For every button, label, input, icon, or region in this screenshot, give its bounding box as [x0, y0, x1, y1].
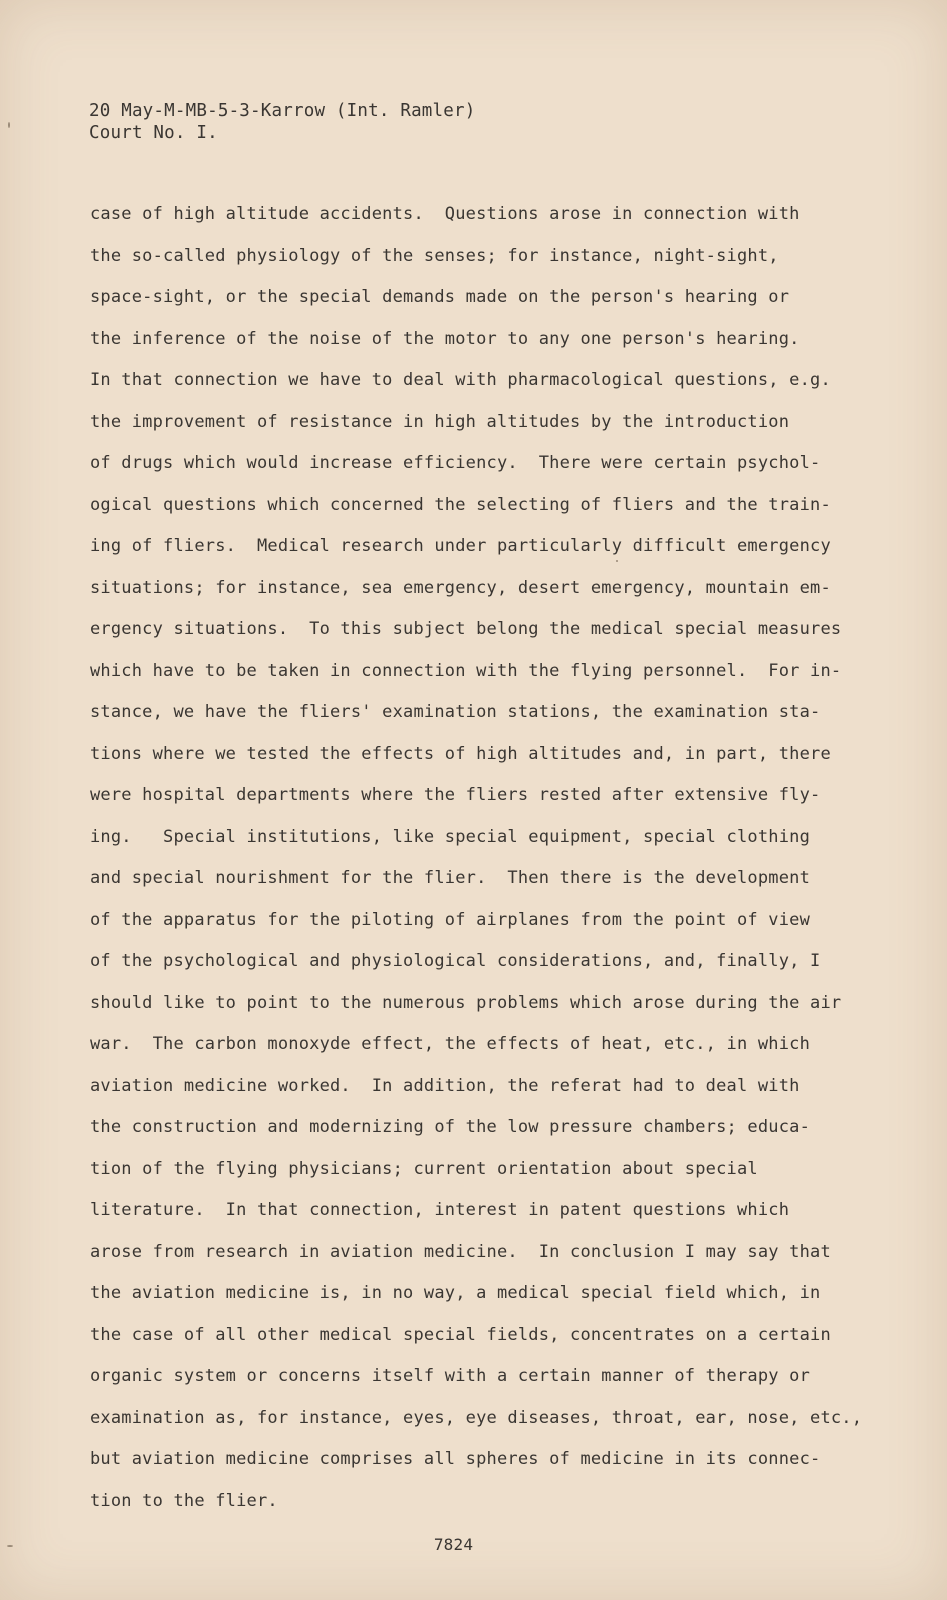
body-line: tion to the flier. [90, 1490, 278, 1511]
body-line: war. The carbon monoxyde effect, the effects of heat, etc., in which [90, 1034, 811, 1054]
body-line: ing of fliers. Medical research under particularly difficult emergency [90, 536, 831, 556]
body-line: stance, we have the fliers' examination stations, the examination sta- [90, 702, 821, 722]
body-line: the inference of the noise of the motor to any one person's hearing. [90, 328, 800, 349]
body-line: were hospital departments where the fliers rested after extensive fly- [90, 785, 821, 805]
paper-speck [7, 1545, 13, 1547]
body-line: arose from research in aviation medicine. In conclusion I may say that [90, 1241, 831, 1262]
body-line: the aviation medicine is, in no way, a medical special field which, in [90, 1283, 821, 1303]
header-case-reference: 20 May-M-MB-5-3-Karrow (Int. Ramler) [89, 101, 476, 121]
body-line: ogical questions which concerned the selecting of fliers and the train- [90, 494, 831, 515]
body-line: In that connection we have to deal with pharmacological questions, e.g. [90, 370, 831, 390]
document-body [90, 202, 930, 1530]
body-line: should like to point to the numerous problems which arose during the air [90, 992, 842, 1013]
body-line: tions where we tested the effects of high altitudes and, in part, there [90, 743, 831, 764]
body-line: and special nourishment for the flier. Then there is the development [90, 868, 811, 888]
body-line: of the psychological and physiological considerations, and, finally, I [90, 951, 821, 971]
body-line: tion of the flying physicians; current orientation about special [90, 1158, 758, 1179]
body-line: organic system or concerns itself with a certain manner of therapy or [90, 1366, 811, 1386]
body-line: but aviation medicine comprises all spheres of medicine in its connec- [90, 1449, 821, 1469]
body-line: case of high altitude accidents. Questions arose in connection with [90, 204, 800, 224]
body-line: literature. In that connection, interest in patent questions which [90, 1200, 790, 1220]
body-line: the so-called physiology of the senses; for instance, night-sight, [90, 245, 779, 266]
body-line: of the apparatus for the piloting of airplanes from the point of view [90, 909, 811, 930]
paper-speck [8, 122, 10, 128]
body-line: examination as, for instance, eyes, eye diseases, throat, ear, nose, etc., [90, 1407, 863, 1428]
body-line: which have to be taken in connection with the flying personnel. For in- [90, 660, 842, 681]
body-line: the construction and modernizing of the low pressure chambers; educa- [90, 1117, 811, 1137]
body-line: the case of all other medical special fields, concentrates on a certain [90, 1324, 831, 1345]
body-line: aviation medicine worked. In addition, the referat had to deal with [90, 1075, 800, 1096]
paper-speck [616, 560, 618, 562]
body-line: space-sight, or the special demands made on the person's hearing or [90, 287, 790, 307]
body-line: the improvement of resistance in high altitudes by the introduction [90, 411, 790, 432]
document-header [89, 100, 476, 144]
body-line: ing. Special institutions, like special equipment, special clothing [90, 826, 811, 847]
body-line: ergency situations. To this subject belong the medical special measures [90, 619, 842, 639]
page-number: 7824 [433, 1535, 474, 1554]
body-line: of drugs which would increase efficiency. There were certain psychol- [90, 453, 821, 473]
header-court-number: Court No. I. [89, 123, 218, 143]
body-line: situations; for instance, sea emergency, desert emergency, mountain em- [90, 577, 831, 598]
